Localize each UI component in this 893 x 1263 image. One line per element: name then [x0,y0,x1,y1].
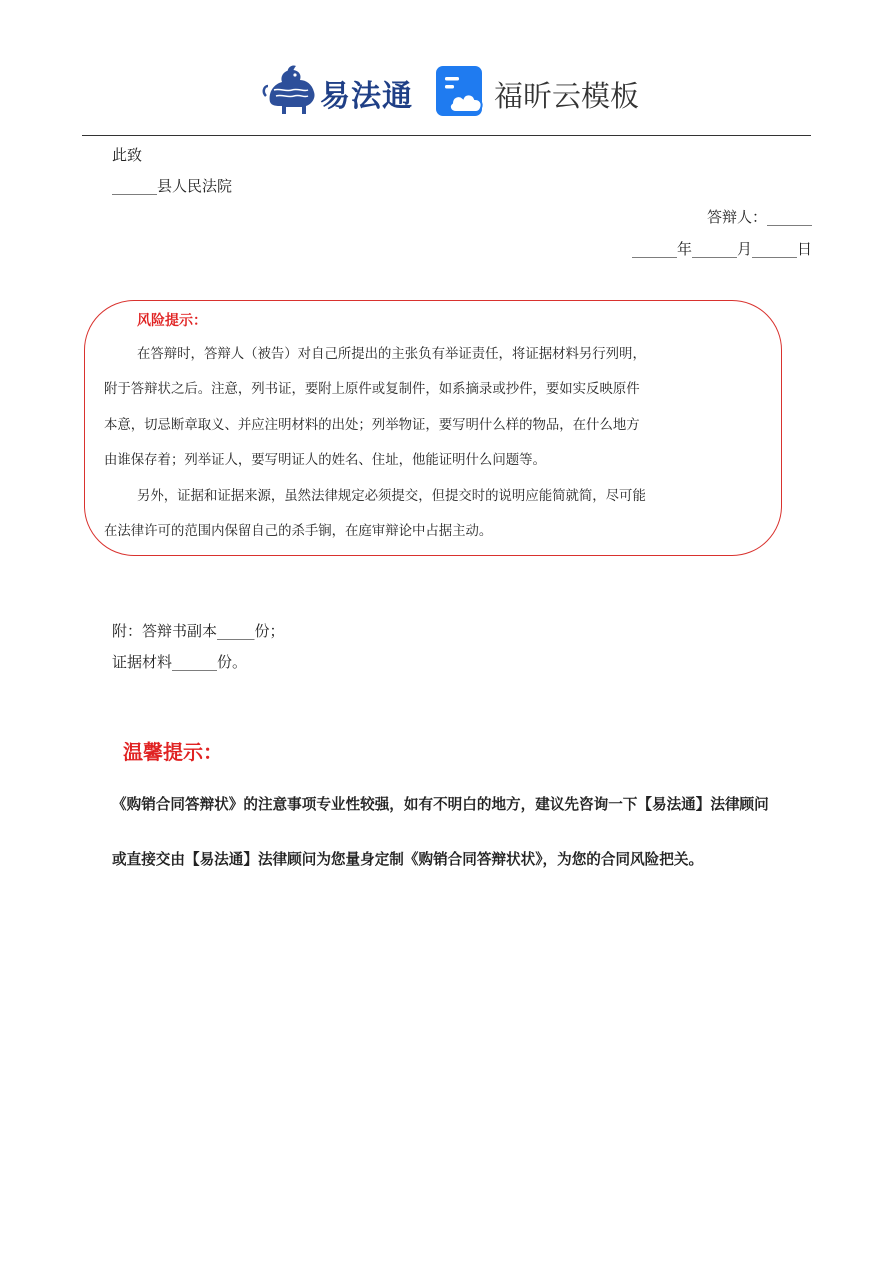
risk-notice-line: 在法律许可的范围内保留自己的杀手锏，在庭审辩论中占据主动。 [104,524,493,539]
court-line: ______县人民法院 [112,177,233,195]
risk-notice-line: 本意，切忌断章取义、并应注明材料的出处；列举物证，要写明什么样的物品，在什么地方 [104,418,640,433]
risk-notice-line: 附于答辩状之后。注意，列书证，要附上原件或复制件，如系摘录或抄件，要如实反映原件 [104,382,640,397]
foxit-template-logo [436,66,640,118]
page-header [0,0,893,136]
risk-notice-title: 风险提示： [137,313,207,329]
risk-notice-line: 由谁保存着；列举证人，要写明证人的姓名、住址，他能证明什么问题等。 [104,453,546,468]
risk-notice-line: 另外，证据和证据来源，虽然法律规定必须提交，但提交时的说明应能简就简，尽可能 [137,489,646,504]
attachment-evidence: 证据材料______份。 [112,653,248,671]
attachment-copies: 附：答辩书副本_____份； [112,622,285,640]
yifatong-logo [262,62,412,118]
qilin-icon [262,62,322,118]
header-divider [82,135,811,136]
salutation: 此致 [112,146,143,164]
warm-tip-line: 《购销合同答辩状》的注意事项专业性较强，如有不明白的地方，建议先咨询一下【易法通】法律顾问 [112,796,769,813]
yifatong-logo-text: 易法通 [320,79,413,114]
risk-notice-line: 在答辩时，答辩人（被告）对自己所提出的主张负有举证责任，将证据材料另行列明， [137,347,646,362]
warm-tip-title: 温馨提示： [123,740,223,764]
respondent-signature: 答辩人：______ [706,208,812,226]
cloud-document-icon [436,66,488,118]
warm-tip-line: 或直接交由【易法通】法律顾问为您量身定制《购销合同答辩状状》，为您的合同风险把关。 [112,851,704,868]
foxit-template-logo-text: 福昕云模板 [494,79,640,113]
date-line: ______年______月______日 [631,240,812,258]
